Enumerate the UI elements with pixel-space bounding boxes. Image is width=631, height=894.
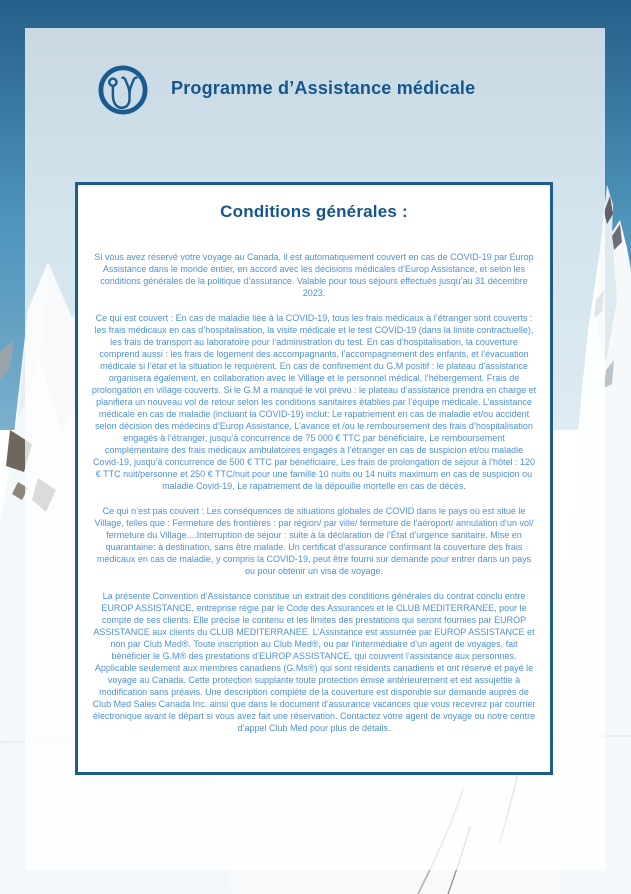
paragraph-covered: Ce qui est couvert : En cas de maladie liée à la COVID-19, tous les frais médicaux à l’étranger sont couverts : les frais médicaux en cas d’hospitalisation, la visite médicale et le test COVID-19 (dans la limite contractuelle), les frais de transport au laboratoire pour l’administration du test. En cas d’hospitalisation, la couverture comprend aussi : les frais de logement des accompagnants, l’accompagnement des enfants, et l’évacuation médicale si l’état et la situation le requièrent. En cas de confinement du G.M positif : le plateau d’assistance organisera également, en collaboration avec le Village et le personnel médical, l’hébergement. Frais de prolongation en village couverts. Si le G.M a manqué le vol prévu : le plateau d’assistance prendra en charge et planifiera un nouveau vol de retour selon les conditions sanitaires établies par l’équipe médicale. L’assistance médicale en cas de maladie (incluant la COVID-19) inclut: Le rapatriement en cas de maladie et/ou accident selon décision des médecins d’Europ Assistance, L’avance et /ou le remboursement des frais d’hospitalisation engagés à l’étranger, jusqu’à concurrence de 75 000 € TTC par bénéficiaire, Le remboursement complémentaire des frais médicaux ambulatoires engagés à l’étranger en cas de suspicion et/ou maladie Covid-19, jusqu’à concurrence de 500 € TTC par bénéficiaire, Les frais de prolongation de séjour à l’hôtel : 120 € TTC nuit/personne et 250 € TTC/nuit pour une famille 10 nuits ou 14 nuits maximum en cas de suspicion ou maladie Covid-19, Le rapatriement de la dépouille mortelle en cas de décès. bbox=[91, 313, 537, 491]
content-panel bbox=[25, 28, 605, 870]
conditions-text bbox=[78, 251, 550, 734]
paragraph-convention: La présente Convention d’Assistance constitue un extrait des conditions générales du contrat conclu entre EUROP ASSISTANCE, entreprise régie par le Code des Assurances et le CLUB MEDITERRANEE, pour le compte de ses clients. Elle précise le contenu et les limites des prestations qui seront fournies par EUROP ASSISTANCE aux clients du CLUB MEDITERRANEE. L’Assistance est assumée par EUROP ASSISTANCE et non par Club Med®. Toute inscription au Club Med®, ou par l’intermédiaire d’un agent de voyages, fait bénéficier le G.M® des prestations d’EUROP ASSISTANCE, qui couvrent l’assistance aux personnes. Applicable seulement aux membres canadiens (G.Ms®) qui sont résidents canadiens et ont réservé et payé le voyage au Canada. Cette protection supplante toute protection émise antérieurement et est assujettie à modification sans préavis. Une description complète de la couverture est disponible sur demande auprès de Club Med Sales Canada Inc. ainsi que dans le document d’assurance vacances que vous recevrez par courrier électronique avant le départ si vous avez fait une réservation. Contactez votre agent de voyage ou notre centre d’appel Club Med pour plus de détails. bbox=[92, 591, 536, 733]
header bbox=[25, 28, 605, 154]
conditions-heading: Conditions générales : bbox=[220, 202, 408, 221]
paragraph-not-covered: Ce qui n’est pas couvert : Les conséquences de situations globales de COVID dans le pays où est situé le Village, telles que : Fermeture des frontières : par région/ par ville/ fermeture de l’aéroport/ annulation d’un vol/ fermeture du Village....Interruption de séjour : suite à la déclaration de l’État d’urgence sanitaire. Mise en quarantaine: à destination, sans être malade. Un certificat d’assurance confirmant la couverture des frais médicaux en cas de maladie, y compris la COVID-19, peut être fourni sur demande pour entrer dans un pays ou pour obtenir un visa de voyage. bbox=[94, 506, 534, 576]
stethoscope-icon bbox=[97, 64, 149, 116]
paragraph-intro: Si vous avez réservé votre voyage au Canada, il est automatiquement couvert en cas de COVID-19 par Europ Assistance dans le monde entier, en accord avec les décisions médicales d’Europ Assistance, et selon les conditions générales de la politique d’assurance. Valable pour tous séjours effectués jusqu’au 31 décembre 2023. bbox=[94, 252, 534, 298]
page-title: Programme d’Assistance médicale bbox=[171, 78, 476, 98]
conditions-box bbox=[75, 182, 553, 775]
